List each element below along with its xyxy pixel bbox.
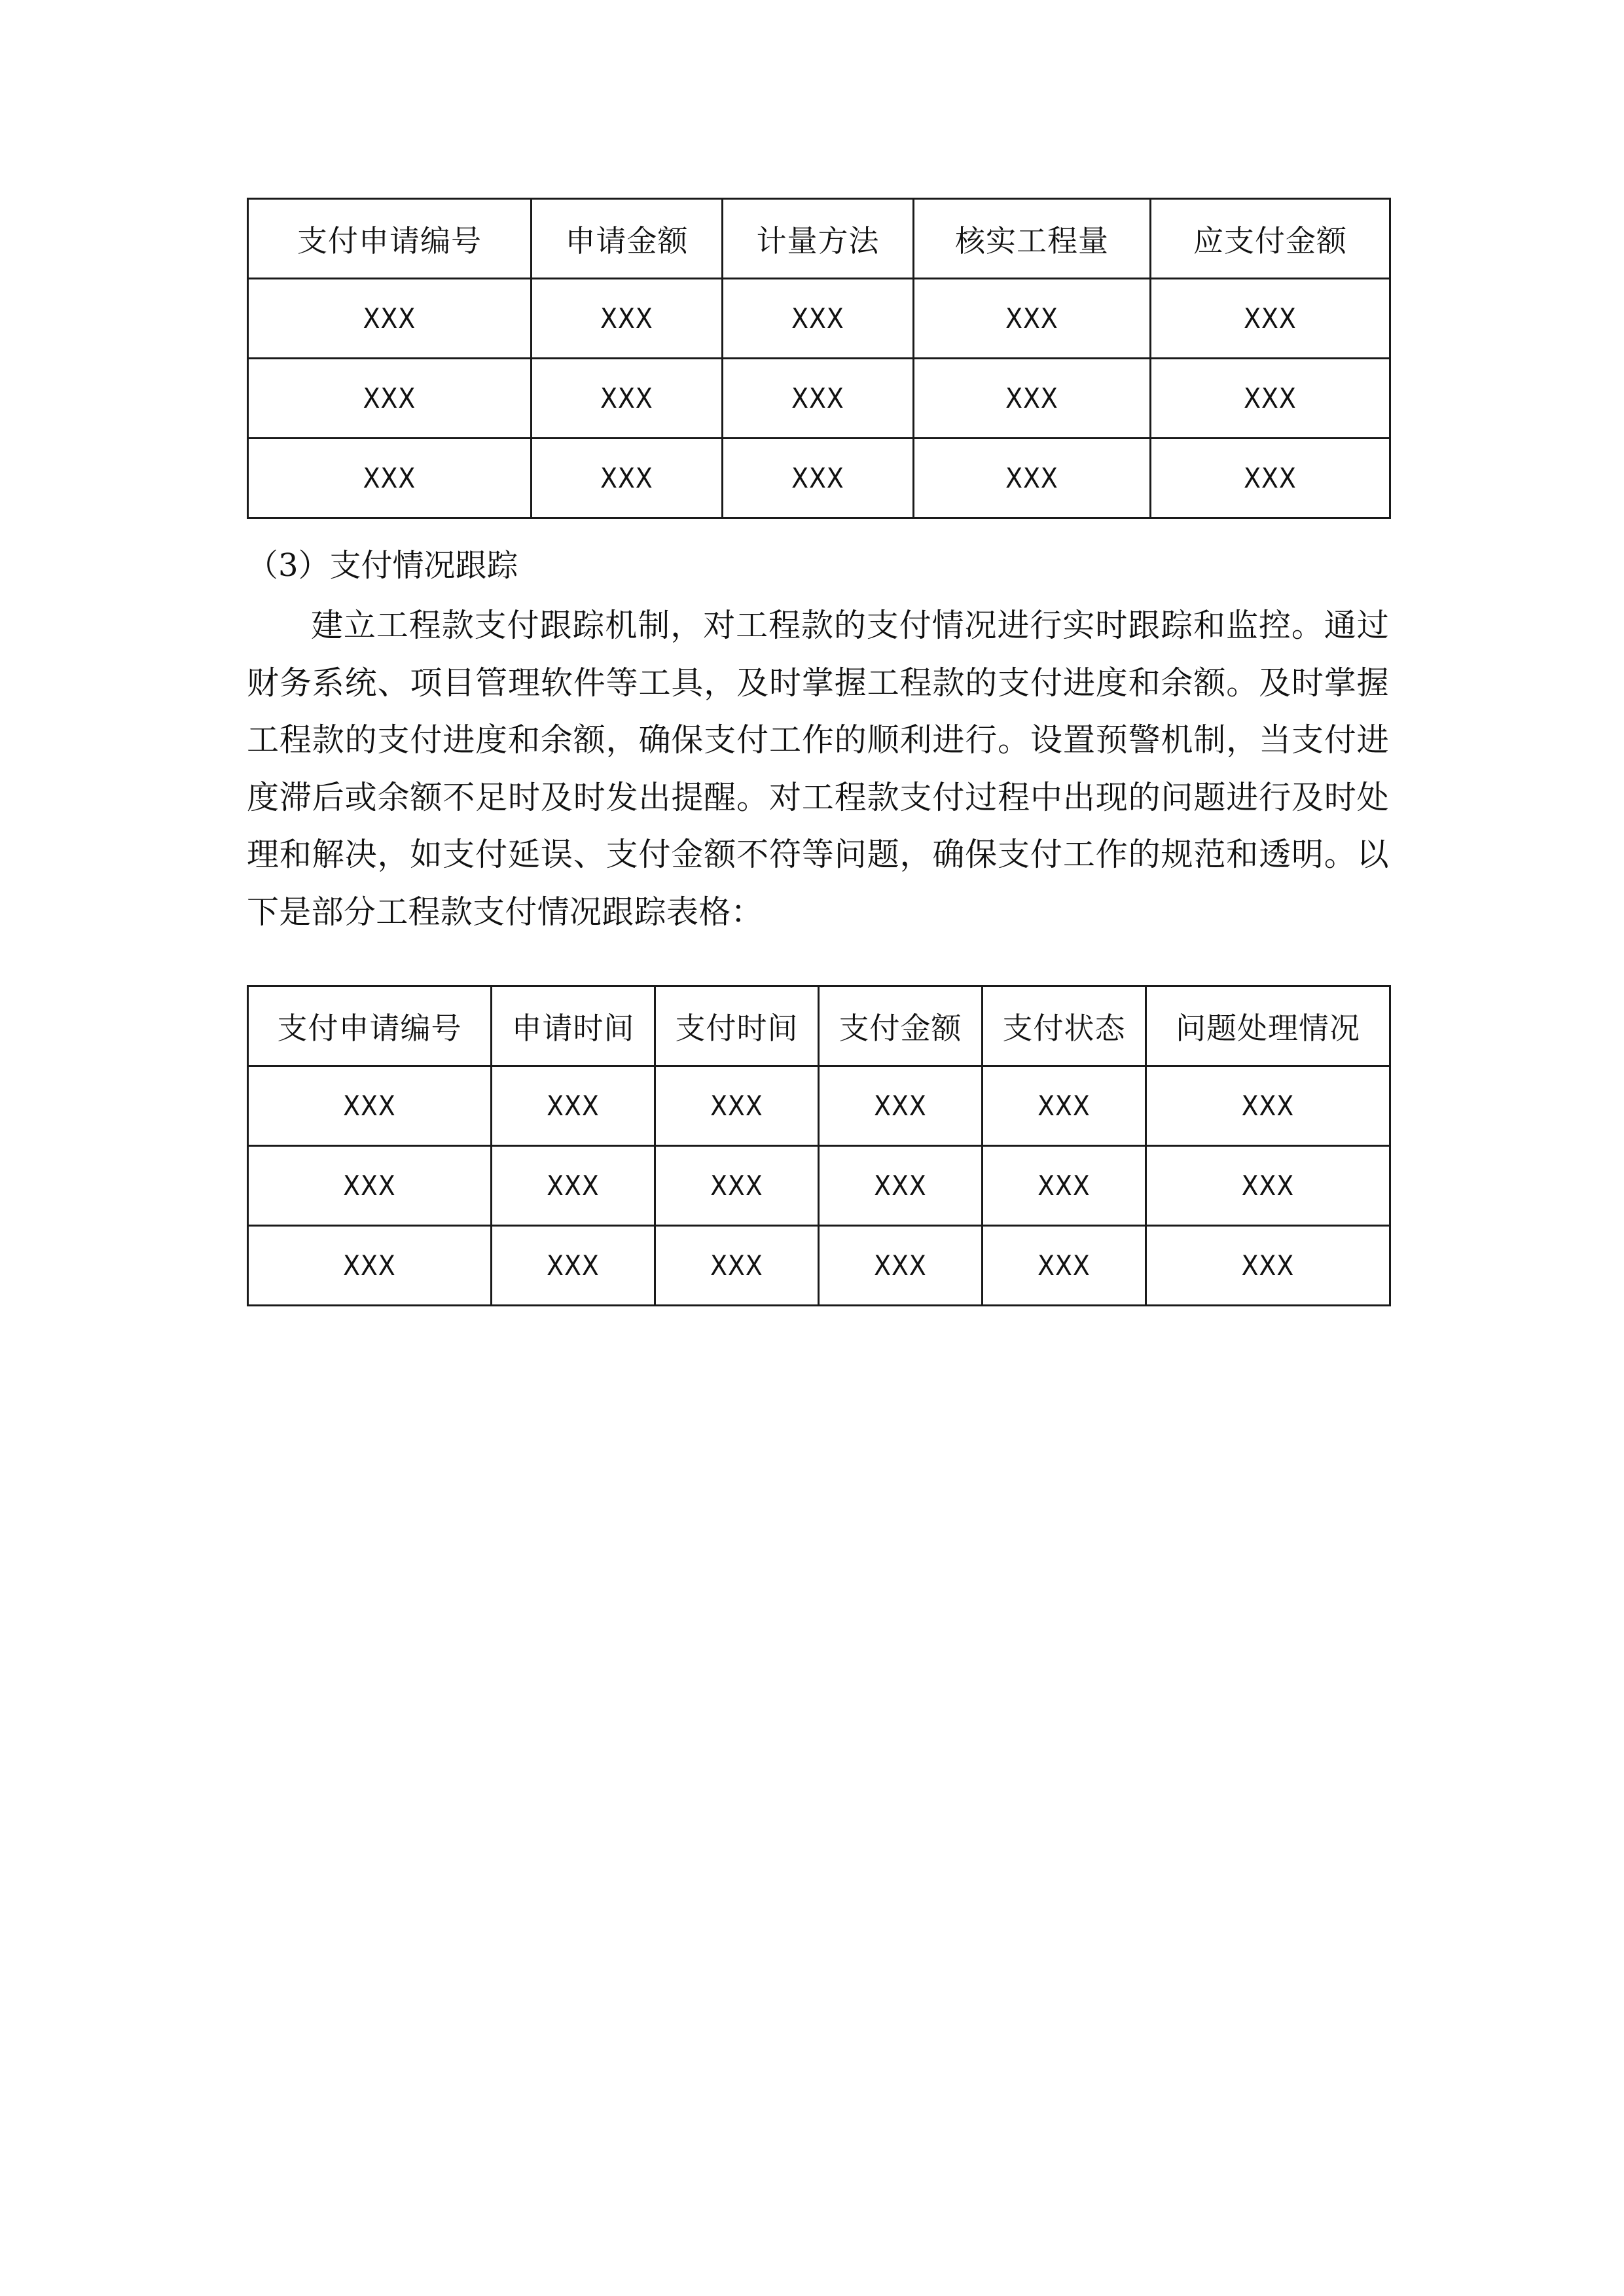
table-cell: XXX	[914, 359, 1151, 439]
table-cell: XXX	[248, 279, 532, 359]
table-cell: XXX	[248, 1226, 492, 1306]
table-cell: XXX	[1151, 279, 1390, 359]
header-cell: 支付时间	[655, 986, 819, 1066]
table-row	[248, 1146, 1390, 1226]
table-cell: XXX	[983, 1226, 1146, 1306]
table-cell: XXX	[819, 1146, 983, 1226]
table-cell: XXX	[1151, 359, 1390, 439]
table-cell: XXX	[248, 1146, 492, 1226]
table-cell: XXX	[983, 1146, 1146, 1226]
table-cell: XXX	[248, 359, 532, 439]
header-cell: 申请金额	[532, 199, 723, 279]
header-cell: 支付金额	[819, 986, 983, 1066]
table-row	[248, 279, 1390, 359]
table-cell: XXX	[1151, 439, 1390, 518]
table-cell: XXX	[492, 1146, 655, 1226]
table-cell: XXX	[1146, 1226, 1390, 1306]
table-cell: XXX	[248, 439, 532, 518]
header-cell: 问题处理情况	[1146, 986, 1390, 1066]
table-row	[248, 1226, 1390, 1306]
payment-tracking-table	[247, 985, 1391, 1306]
table-header-row	[248, 199, 1390, 279]
table-cell: XXX	[819, 1066, 983, 1146]
table-cell: XXX	[655, 1146, 819, 1226]
table-row	[248, 439, 1390, 518]
payment-application-table	[247, 198, 1391, 519]
header-cell: 支付申请编号	[248, 986, 492, 1066]
body-paragraph: 建立工程款支付跟踪机制，对工程款的支付情况进行实时跟踪和监控。通过财务系统、项目管理软件等工具，及时掌握工程款的支付进度和余额。及时掌握工程款的支付进度和余额，确保支付工作的顺利进行。设置预警机制，当支付进度滞后或余额不足时及时发出提醒。对工程款支付过程中出现的问题进行及时处理和解决，如支付延误、支付金额不符等问题，确保支付工作的规范和透明。以下是部分工程款支付情况跟踪表格：	[247, 607, 1389, 931]
table-cell: XXX	[1146, 1066, 1390, 1146]
header-cell: 计量方法	[723, 199, 914, 279]
table-cell: XXX	[655, 1066, 819, 1146]
table-cell: XXX	[983, 1066, 1146, 1146]
header-cell: 核实工程量	[914, 199, 1151, 279]
header-cell: 应支付金额	[1151, 199, 1390, 279]
table-row	[248, 359, 1390, 439]
table-cell: XXX	[723, 279, 914, 359]
table-cell: XXX	[492, 1066, 655, 1146]
table-header-row	[248, 986, 1390, 1066]
table-cell: XXX	[1146, 1146, 1390, 1226]
header-cell: 申请时间	[492, 986, 655, 1066]
table-cell: XXX	[532, 439, 723, 518]
table-cell: XXX	[723, 359, 914, 439]
table-cell: XXX	[655, 1226, 819, 1306]
table-cell: XXX	[914, 279, 1151, 359]
header-cell: 支付状态	[983, 986, 1146, 1066]
table-cell: XXX	[248, 1066, 492, 1146]
table-cell: XXX	[532, 279, 723, 359]
table-cell: XXX	[723, 439, 914, 518]
table-cell: XXX	[819, 1226, 983, 1306]
table-row	[248, 1066, 1390, 1146]
header-cell: 支付申请编号	[248, 199, 532, 279]
table-cell: XXX	[532, 359, 723, 439]
table-cell: XXX	[492, 1226, 655, 1306]
section-heading: （3）支付情况跟踪	[247, 547, 518, 584]
table-cell: XXX	[914, 439, 1151, 518]
